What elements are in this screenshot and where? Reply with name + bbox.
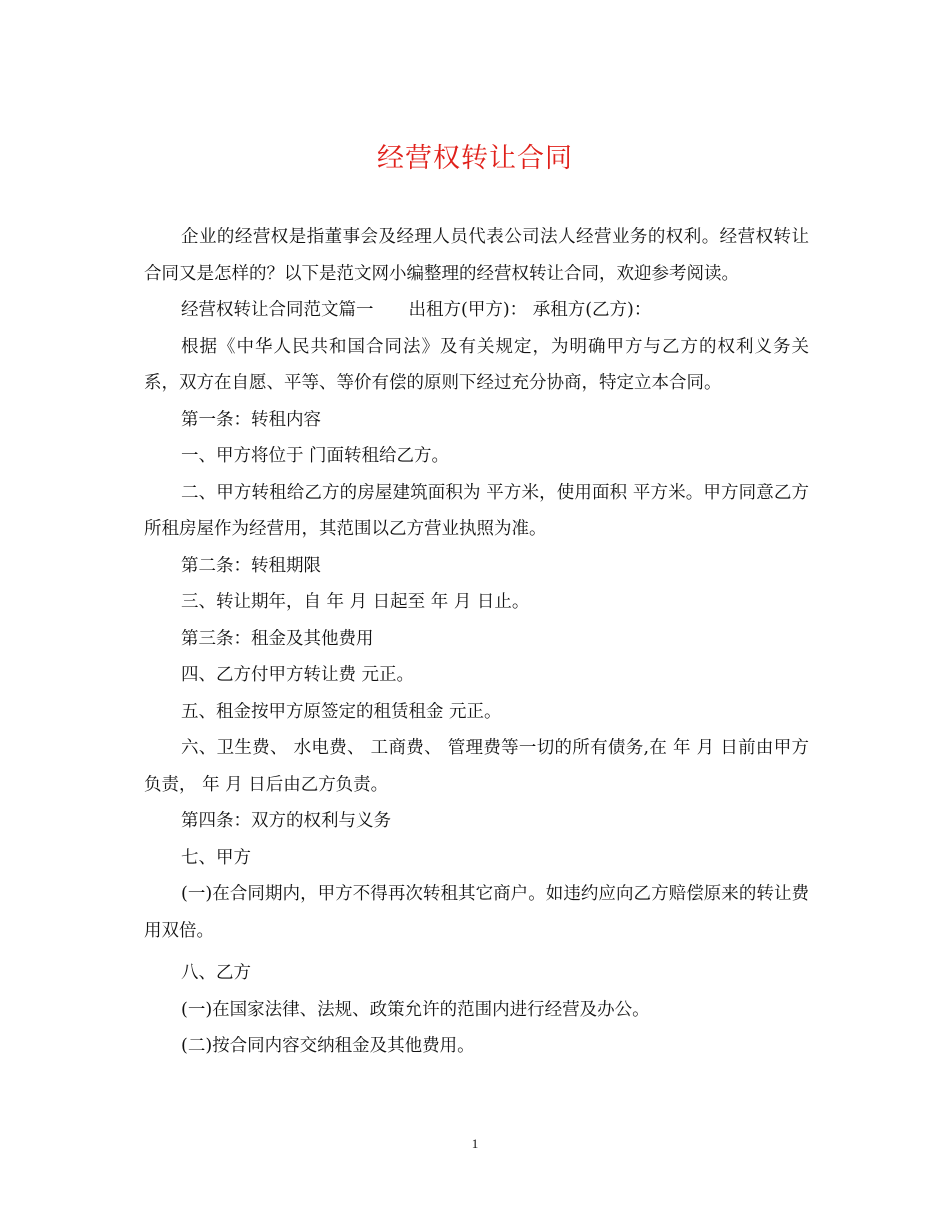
- sub-clause-paragraph: (一)在国家法律、法规、政策允许的范围内进行经营及办公。: [181, 999, 650, 1020]
- clause-paragraph: 二、甲方转租给乙方的房屋建筑面积为 平方米，使用面积 平方米。甲方同意乙方所租房屋作为经营用，其范围以乙方营业执照为准。: [144, 482, 809, 539]
- clause-paragraph: 三、转让期年，自 年 月 日起至 年 月 日止。: [181, 592, 530, 612]
- contract-parties-line: 经营权转让合同范文篇一 出租方(甲方)： 承租方(乙方)：: [181, 300, 652, 320]
- sub-clause-paragraph: (一)在合同期内，甲方不得再次转租其它商户。如违约应向乙方赔偿原来的转让费用双倍。: [144, 884, 809, 941]
- article-heading: 第二条：转租期限: [181, 555, 321, 576]
- document-title: 经营权转让合同: [377, 143, 573, 174]
- article-heading: 第一条：转租内容: [181, 409, 321, 430]
- page-number: 1: [471, 1136, 479, 1151]
- clause-paragraph: 一、甲方将位于 门面转租给乙方。: [181, 446, 450, 466]
- preamble-paragraph: 根据《中华人民共和国合同法》及有关规定，为明确甲方与乙方的权利义务关系，双方在自愿、平等、等价有偿的原则下经过充分协商，特定立本合同。: [144, 336, 809, 393]
- article-heading: 第四条：双方的权利与义务: [181, 811, 391, 831]
- clause-paragraph: 六、卫生费、 水电费、 工商费、 管理费等一切的所有债务,在 年 月 日前由甲方负责， 年 月 日后由乙方负责。: [144, 738, 809, 795]
- article-heading: 第三条：租金及其他费用: [181, 628, 374, 649]
- document-body: [144, 219, 809, 1065]
- sub-clause-paragraph: (二)按合同内容交纳租金及其他费用。: [181, 1036, 475, 1056]
- clause-paragraph: 四、乙方付甲方转让费 元正。: [181, 665, 415, 685]
- party-heading: 七、甲方: [181, 847, 251, 868]
- clause-paragraph: 五、租金按甲方原签定的租赁租金 元正。: [181, 701, 502, 722]
- party-heading: 八、乙方: [181, 963, 251, 983]
- intro-paragraph: 企业的经营权是指董事会及经理人员代表公司法人经营业务的权利。经营权转让合同又是怎样的？以下是范文网小编整理的经营权转让合同，欢迎参考阅读。: [144, 227, 809, 284]
